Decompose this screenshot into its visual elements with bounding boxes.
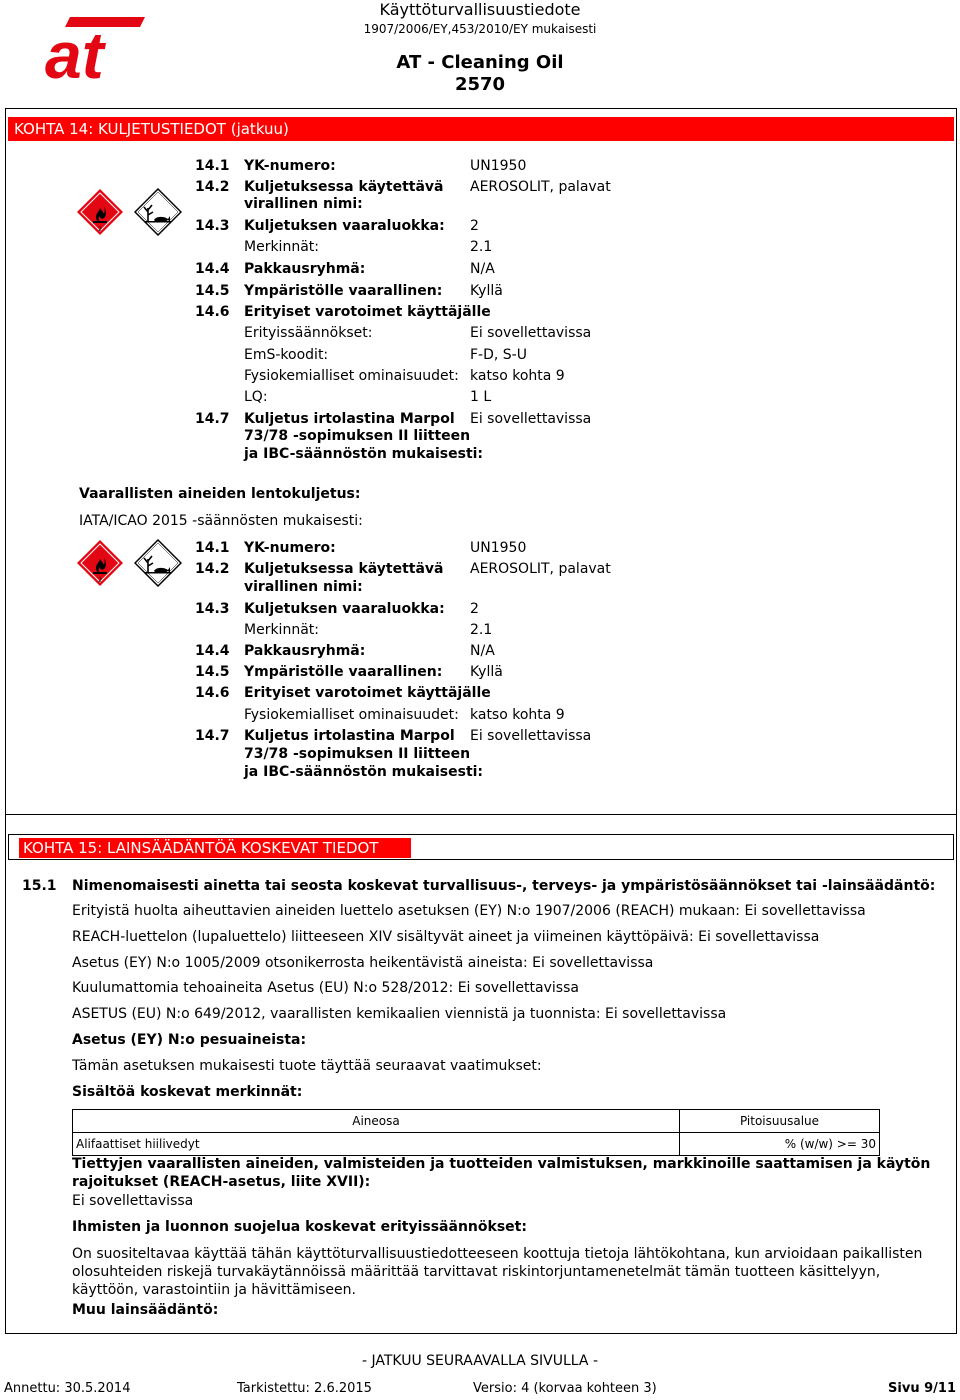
road-env-label: Ympäristölle vaarallinen: <box>244 283 443 299</box>
road-bulk-label1: Kuljetus irtolastina Marpol <box>244 411 455 427</box>
road-special-value: Ei sovellettavissa <box>470 325 592 341</box>
s15-line4: Kuulumattomia tehoaineita Asetus (EU) N:o 528/2012: Ei sovellettavissa <box>72 980 579 996</box>
air-un-label: YK-numero: <box>244 540 336 556</box>
detergent-heading: Asetus (EY) N:o pesuaineista: <box>72 1032 307 1048</box>
road-prec-label: Erityiset varotoimet käyttäjälle <box>244 304 491 320</box>
other-legislation-heading: Muu lainsäädäntö: <box>72 1302 219 1318</box>
pictogram-class-label: 2 <box>98 226 102 233</box>
road-phys-label: Fysiokemialliset ominaisuudet: <box>244 368 459 384</box>
road-pack-num: 14.4 <box>195 261 230 277</box>
air-name-value: AEROSOLIT, palavat <box>470 561 611 577</box>
air-un-num: 14.1 <box>195 540 230 556</box>
road-bulk-label2: 73/78 -sopimuksen II liitteen <box>244 428 471 444</box>
road-un-label: YK-numero: <box>244 158 336 174</box>
air-bulk-label2: 73/78 -sopimuksen II liitteen <box>244 746 471 762</box>
table-header-row <box>73 1110 880 1133</box>
road-marks-value: 2.1 <box>470 239 493 255</box>
s15-num: 15.1 <box>22 878 57 894</box>
road-bulk-label3: ja IBC-säännöstön mukaisesti: <box>244 446 484 462</box>
air-pack-num: 14.4 <box>195 643 230 659</box>
air-phys-label: Fysiokemialliset ominaisuudet: <box>244 707 459 723</box>
page-number: Sivu 9/11 <box>888 1381 956 1396</box>
detergent-text: Tämän asetuksen mukaisesti tuote täyttää seuraavat vaatimukset: <box>72 1058 542 1074</box>
section-15-title: KOHTA 15: LAINSÄÄDÄNTÖÄ KOSKEVAT TIEDOT <box>19 838 411 858</box>
road-phys-value: katso kohta 9 <box>470 368 565 384</box>
table-header-cell: Pitoisuusalue <box>680 1110 880 1133</box>
road-env-num: 14.5 <box>195 283 230 299</box>
air-name-label2: virallinen nimi: <box>244 579 363 595</box>
air-name-label1: Kuljetuksessa käytettävä <box>244 561 444 577</box>
logo-text: at <box>45 18 104 84</box>
road-marks-label: Merkinnät: <box>244 239 319 255</box>
road-env-value: Kyllä <box>470 283 503 299</box>
air-env-label: Ympäristölle vaarallinen: <box>244 664 443 680</box>
flammable-pictogram <box>76 539 124 587</box>
restriction-heading: Tiettyjen vaarallisten aineiden, valmisteiden ja tuotteiden valmistuksen, markkinoille saattamisen ja käytön rajoitukset (REACH-asetus, liite XVII): <box>72 1156 931 1190</box>
regulation-ref: 1907/2006/EY,453/2010/EY mukaisesti <box>363 22 597 36</box>
air-un-value: UN1950 <box>470 540 527 556</box>
s15-line2: REACH-luettelon (lupaluettelo) liitteeseen XIV sisältyvät aineet ja viimeinen käyttöpäivä: Ei sovellettavissa <box>72 929 820 945</box>
road-lq-label: LQ: <box>244 389 268 405</box>
road-bulk-value: Ei sovellettavissa <box>470 411 592 427</box>
air-marks-value: 2.1 <box>470 622 493 638</box>
road-name-label1: Kuljetuksessa käytettävä <box>244 179 444 195</box>
air-class-num: 14.3 <box>195 601 230 617</box>
air-bulk-num: 14.7 <box>195 728 230 744</box>
doc-title: Käyttöturvallisuustiedote <box>379 0 581 19</box>
s15-line5: ASETUS (EU) N:o 649/2012, vaarallisten kemikaalien viennistä ja tuonnista: Ei sovellettavissa <box>72 1006 727 1022</box>
s15-line3: Asetus (EY) N:o 1005/2009 otsonikerrosta heikentävistä aineista: Ei sovellettavissa <box>72 955 654 971</box>
road-special-label: Erityissäännökset: <box>244 325 373 341</box>
pictogram-class-label: 2 <box>98 577 102 584</box>
product-code: 2570 <box>454 74 506 95</box>
section-15-header <box>8 834 954 860</box>
protection-heading: Ihmisten ja luonnon suojelua koskevat erityissäännökset: <box>72 1219 527 1235</box>
air-bulk-label3: ja IBC-säännöstön mukaisesti: <box>244 764 484 780</box>
section-divider <box>5 814 957 815</box>
product-name: AT - Cleaning Oil <box>396 52 564 73</box>
environment-hazard-pictogram <box>134 188 182 236</box>
road-class-num: 14.3 <box>195 218 230 234</box>
issued-date: Annettu: 30.5.2014 <box>4 1381 131 1396</box>
air-prec-label: Erityiset varotoimet käyttäjälle <box>244 685 491 701</box>
air-pack-value: N/A <box>470 643 495 659</box>
air-class-value: 2 <box>470 601 479 617</box>
section-14-title: KOHTA 14: KULJETUSTIEDOT (jatkuu) <box>8 117 954 141</box>
environment-hazard-pictogram <box>134 539 182 587</box>
air-subheading: IATA/ICAO 2015 -säännösten mukaisesti: <box>79 513 363 529</box>
s15-heading: Nimenomaisesti ainetta tai seosta koskevat turvallisuus-, terveys- ja ympäristösäännökset tai -lainsäädäntö: <box>72 878 936 894</box>
air-bulk-value: Ei sovellettavissa <box>470 728 592 744</box>
air-bulk-label1: Kuljetus irtolastina Marpol <box>244 728 455 744</box>
protection-text: On suositeltavaa käyttää tähän käyttöturvallisuustiedotteeseen koottuja tietoja lähtökohtana, kun arvioidaan paikallisten olosuhteiden riskejä turvakäytännöissä määrittää tarvittavat riskintorjuntamenetelmät tämän tuotteen käsittelyyn, käyttöön, varastointiin ja hävittämiseen. <box>72 1246 923 1298</box>
road-ems-label: EmS-koodit: <box>244 347 329 363</box>
road-pack-label: Pakkausryhmä: <box>244 261 366 277</box>
air-marks-label: Merkinnät: <box>244 622 319 638</box>
air-class-label: Kuljetuksen vaaraluokka: <box>244 601 445 617</box>
air-pack-label: Pakkausryhmä: <box>244 643 366 659</box>
table-cell: % (w/w) >= 30 <box>680 1133 880 1156</box>
revised-date: Tarkistettu: 2.6.2015 <box>237 1381 372 1396</box>
road-class-label: Kuljetuksen vaaraluokka: <box>244 218 445 234</box>
road-name-num: 14.2 <box>195 179 230 195</box>
air-phys-value: katso kohta 9 <box>470 707 565 723</box>
road-ems-value: F-D, S-U <box>470 347 527 363</box>
road-prec-num: 14.6 <box>195 304 230 320</box>
s15-line1: Erityistä huolta aiheuttavien aineiden luettelo asetuksen (EY) N:o 1907/2006 (REACH) mukaan: Ei sovellettavissa <box>72 903 866 919</box>
road-name-label2: virallinen nimi: <box>244 196 363 212</box>
air-prec-num: 14.6 <box>195 685 230 701</box>
air-name-num: 14.2 <box>195 561 230 577</box>
road-un-value: UN1950 <box>470 158 527 174</box>
road-name-value: AEROSOLIT, palavat <box>470 179 611 195</box>
air-env-value: Kyllä <box>470 664 503 680</box>
road-pack-value: N/A <box>470 261 495 277</box>
road-lq-value: 1 L <box>470 389 492 405</box>
company-logo <box>40 12 180 84</box>
road-un-num: 14.1 <box>195 158 230 174</box>
table-header-cell: Aineosa <box>73 1110 680 1133</box>
road-class-value: 2 <box>470 218 479 234</box>
flammable-pictogram <box>76 188 124 236</box>
version-info: Versio: 4 (korvaa kohteen 3) <box>473 1381 657 1396</box>
labelling-heading: Sisältöä koskevat merkinnät: <box>72 1084 303 1100</box>
air-env-num: 14.5 <box>195 664 230 680</box>
table-row <box>73 1133 880 1156</box>
ingredients-table <box>72 1109 880 1156</box>
restriction-value: Ei sovellettavissa <box>72 1193 194 1209</box>
road-bulk-num: 14.7 <box>195 411 230 427</box>
table-cell: Alifaattiset hiilivedyt <box>73 1133 680 1156</box>
continued-note: - JATKUU SEURAAVALLA SIVULLA - <box>361 1353 598 1369</box>
air-heading: Vaarallisten aineiden lentokuljetus: <box>79 486 361 502</box>
